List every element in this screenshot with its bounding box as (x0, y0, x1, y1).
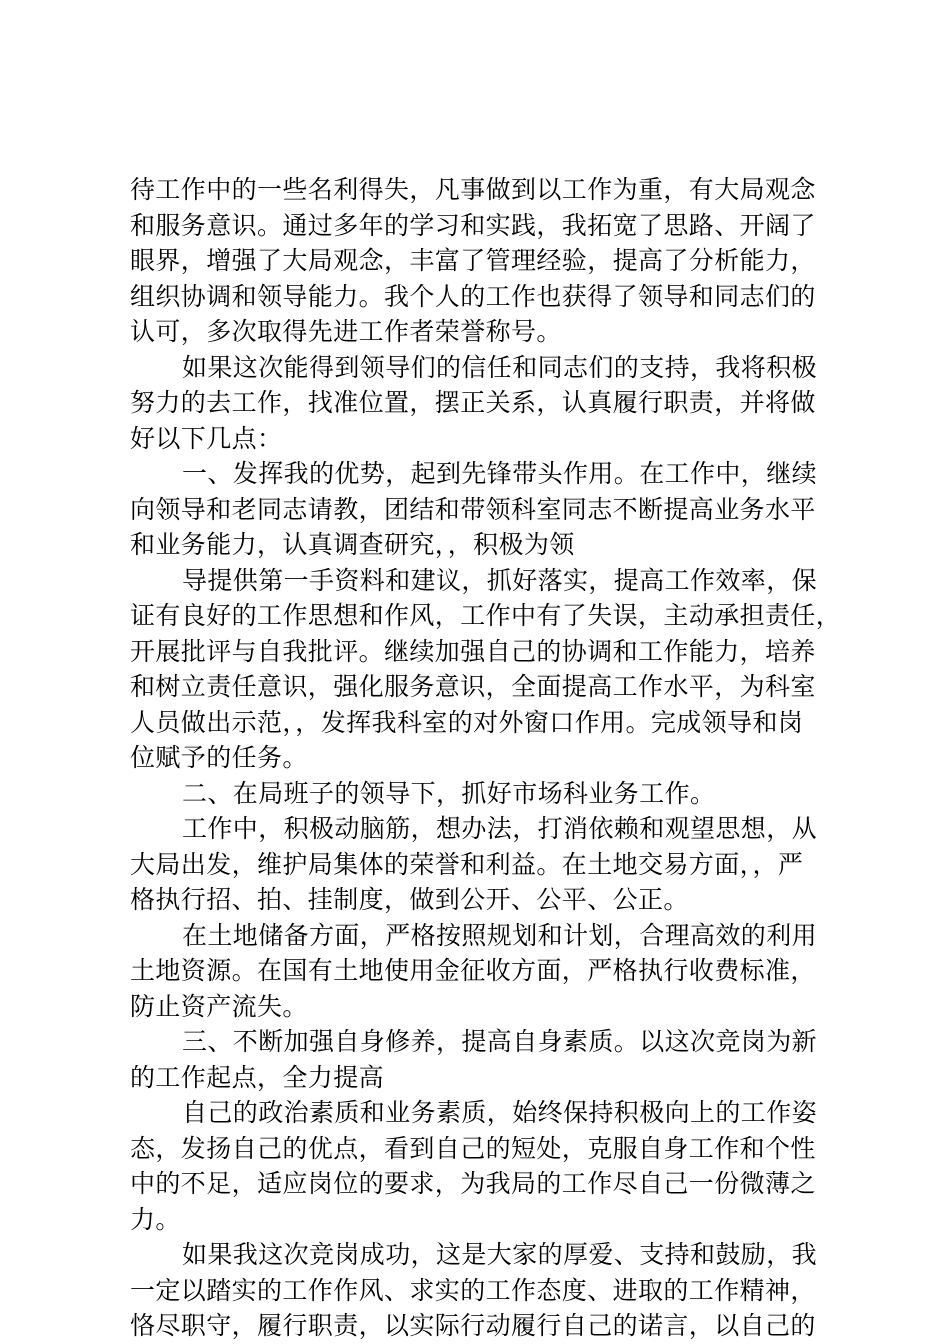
text-line: 位赋予的任务。 (130, 743, 308, 772)
text-line: 防止资产流失。 (130, 991, 308, 1021)
paragraph-start-line: 在土地储备方面，严格按照规划和计划，合理高效的利用 (182, 920, 818, 950)
paragraph-start-line: 一、发挥我的优势，起到先锋带头作用。在工作中，继续 (182, 459, 818, 488)
paragraph-start-line: 三、不断加强自身修养，提高自身素质。以这次竞岗为新 (182, 1027, 818, 1056)
text-line: 恪尽职守，履行职责，以实际行动履行自己的诺言，以自己的 (130, 1311, 816, 1340)
text-line: 眼界，增强了大局观念，丰富了管理经验，提高了分析能力， (130, 246, 816, 275)
text-line: 土地资源。在国有土地使用金征收方面，严格执行收费标准， (130, 956, 816, 985)
text-line: 态，发扬自己的优点，看到自己的短处，克服自身工作和个性 (130, 1133, 816, 1163)
text-line: 向领导和老同志请教，团结和带领科室同志不断提高业务水平 (130, 494, 816, 524)
text-line: 好以下几点： (130, 423, 283, 453)
text-line: 中的不足，适应岗位的要求，为我局的工作尽自己一份微薄之 (130, 1169, 816, 1198)
text-line: 的工作起点，全力提高 (130, 1062, 385, 1092)
text-line: 大局出发，维护局集体的荣誉和利益。在土地交易方面，，严 (130, 849, 804, 879)
text-line: 和服务意识。通过多年的学习和实践，我拓宽了思路、开阔了 (130, 210, 816, 240)
paragraph-start-line: 自己的政治素质和业务素质，始终保持积极向上的工作姿 (182, 1098, 818, 1127)
text-line: 开展批评与自我批评。继续加强自己的协调和工作能力，培养 (130, 636, 816, 666)
text-line: 待工作中的一些名利得失，凡事做到以工作为重，有大局观念 (130, 175, 816, 204)
document-body (130, 172, 842, 1344)
text-line: 证有良好的工作思想和作风，工作中有了失误，主动承担责任， (130, 601, 842, 630)
text-line: 和树立责任意识，强化服务意识，全面提高工作水平，为科室 (130, 672, 816, 701)
paragraph-start-line: 如果我这次竞岗成功，这是大家的厚爱、支持和鼓励，我 (182, 1240, 818, 1269)
text-line: 人员做出示范，，发挥我科室的对外窗口作用。完成领导和岗 (130, 707, 804, 737)
paragraph-start-line: 导提供第一手资料和建议，抓好落实，提高工作效率，保 (182, 565, 818, 595)
text-line: 和业务能力，认真调查研究，，积极为领 (130, 530, 575, 559)
text-line: 一定以踏实的工作作风、求实的工作态度、进取的工作精神， (130, 1275, 816, 1305)
text-line: 努力的去工作，找准位置，摆正关系，认真履行职责，并将做 (130, 388, 816, 417)
paragraph-start-line: 二、在局班子的领导下，抓好市场科业务工作。 (182, 778, 716, 808)
text-line: 认可，多次取得先进工作者荣誉称号。 (130, 317, 562, 346)
text-line: 格执行招、拍、挂制度，做到公开、公平、公正。 (130, 885, 689, 914)
paragraph-start-line: 工作中，积极动脑筋，想办法，打消依赖和观望思想，从 (182, 814, 818, 843)
text-line: 力。 (130, 1204, 181, 1234)
paragraph-start-line: 如果这次能得到领导们的信任和同志们的支持，我将积极 (182, 352, 818, 382)
text-line: 组织协调和领导能力。我个人的工作也获得了领导和同志们的 (130, 281, 816, 311)
